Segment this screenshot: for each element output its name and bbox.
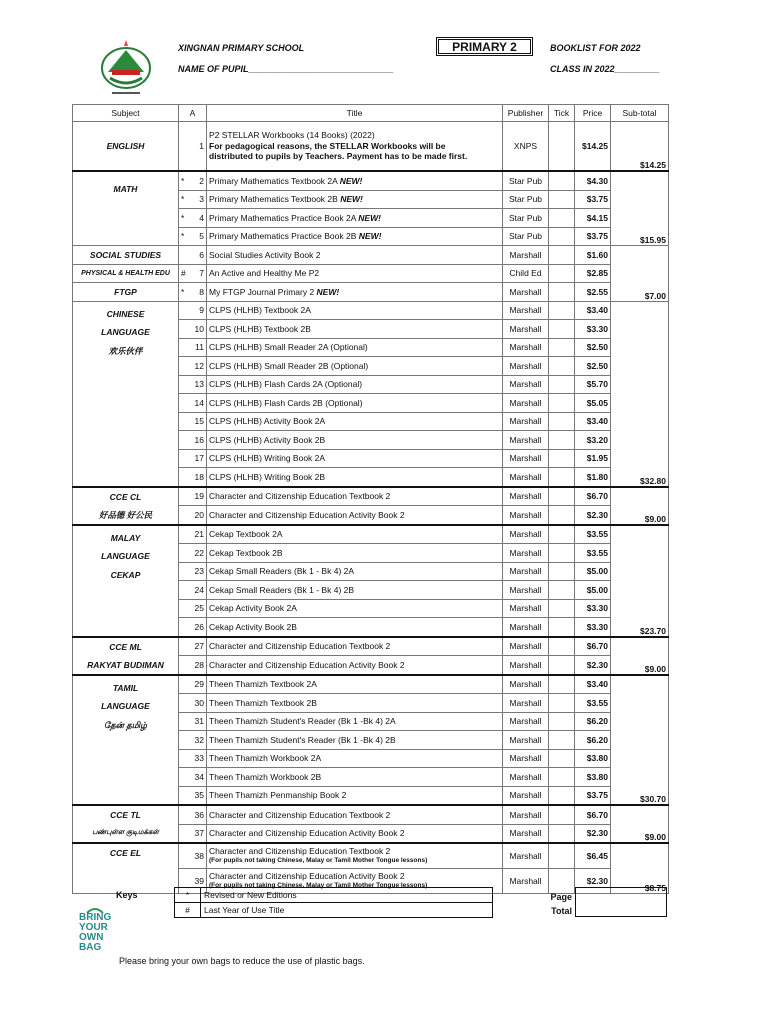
tick-checkbox[interactable] xyxy=(549,786,575,805)
table-row xyxy=(73,246,669,265)
tick-checkbox[interactable] xyxy=(549,394,575,413)
subject-cell: MALAY LANGUAGE CEKAP xyxy=(73,525,179,637)
title-cell: Character and Citizenship Education Textbook 2 xyxy=(207,637,503,656)
price-cell: $3.30 xyxy=(575,618,611,637)
item-number: 11 xyxy=(179,338,207,357)
item-number: * 2 xyxy=(179,171,207,190)
item-number: 15 xyxy=(179,412,207,431)
price-cell: $3.75 xyxy=(575,190,611,209)
price-cell: $3.75 xyxy=(575,786,611,805)
price-cell: $3.55 xyxy=(575,544,611,563)
item-number: 27 xyxy=(179,637,207,656)
publisher-cell: Marshall xyxy=(503,805,549,824)
tick-checkbox[interactable] xyxy=(549,338,575,357)
crest-icon xyxy=(98,38,154,100)
price-cell: $5.05 xyxy=(575,394,611,413)
subtotal-cell: $9.00 xyxy=(611,637,669,675)
title-cell: CLPS (HLHB) Textbook 2B xyxy=(207,320,503,339)
publisher-cell: Marshall xyxy=(503,824,549,843)
title-cell: Character and Citizenship Education Textbook 2 xyxy=(207,487,503,506)
tick-checkbox[interactable] xyxy=(549,712,575,731)
publisher-cell: Star Pub xyxy=(503,190,549,209)
title-cell: CLPS (HLHB) Flash Cards 2A (Optional) xyxy=(207,375,503,394)
subject-cell: CCE ML RAKYAT BUDIMAN xyxy=(73,637,179,675)
tick-checkbox[interactable] xyxy=(549,824,575,843)
item-number: 6 xyxy=(179,246,207,265)
class-field[interactable]: CLASS IN 2022_________ xyxy=(550,64,660,74)
publisher-cell: Marshall xyxy=(503,375,549,394)
subtotal-cell: $30.70 xyxy=(611,675,669,806)
title-cell: CLPS (HLHB) Flash Cards 2B (Optional) xyxy=(207,394,503,413)
table-row xyxy=(73,525,669,544)
item-number: 39 xyxy=(179,869,207,894)
item-number: 17 xyxy=(179,449,207,468)
table-header-row xyxy=(73,105,669,122)
publisher-cell: Marshall xyxy=(503,768,549,787)
title-cell: Cekap Small Readers (Bk 1 - Bk 4) 2A xyxy=(207,562,503,581)
price-cell: $2.30 xyxy=(575,824,611,843)
page-total-label: Page Total xyxy=(550,892,572,916)
item-number: 37 xyxy=(179,824,207,843)
price-cell: $5.00 xyxy=(575,562,611,581)
title-cell: An Active and Healthy Me P2 xyxy=(207,264,503,283)
item-number: * 5 xyxy=(179,227,207,246)
subject-cell: CCE EL xyxy=(73,843,179,894)
title-cell: Character and Citizenship Education Activity Book 2 (For pupils not taking Chinese, Malay or Tamil Mother Tongue lessons) xyxy=(207,869,503,894)
tick-checkbox[interactable] xyxy=(549,375,575,394)
item-number: 1 xyxy=(179,122,207,172)
publisher-cell: Marshall xyxy=(503,506,549,525)
title-cell: Primary Mathematics Textbook 2A NEW! xyxy=(207,171,503,190)
title-cell: CLPS (HLHB) Small Reader 2A (Optional) xyxy=(207,338,503,357)
subject-cell: FTGP xyxy=(73,283,179,302)
subject-cell: ENGLISH xyxy=(73,122,179,172)
publisher-cell: Marshall xyxy=(503,694,549,713)
item-number: 35 xyxy=(179,786,207,805)
key-row xyxy=(175,888,493,903)
item-number: * 4 xyxy=(179,209,207,228)
table-row xyxy=(73,301,669,320)
publisher-cell: Marshall xyxy=(503,731,549,750)
subject-cell: SOCIAL STUDIES xyxy=(73,246,179,265)
publisher-cell: Marshall xyxy=(503,301,549,320)
price-cell: $3.75 xyxy=(575,227,611,246)
tick-checkbox[interactable] xyxy=(549,562,575,581)
title-cell: Cekap Activity Book 2A xyxy=(207,599,503,618)
key-symbol: # xyxy=(175,903,201,918)
tick-checkbox[interactable] xyxy=(549,637,575,656)
column-header: Title xyxy=(207,105,503,122)
tick-checkbox[interactable] xyxy=(549,246,575,265)
publisher-cell: Marshall xyxy=(503,283,549,302)
title-cell: Character and Citizenship Education Textbook 2 xyxy=(207,805,503,824)
item-number: * 3 xyxy=(179,190,207,209)
tick-checkbox[interactable] xyxy=(549,227,575,246)
publisher-cell: Child Ed xyxy=(503,264,549,283)
footer-note: Please bring your own bags to reduce the use of plastic bags. xyxy=(119,956,365,966)
price-cell: $4.15 xyxy=(575,209,611,228)
item-number: 29 xyxy=(179,675,207,694)
level-badge: PRIMARY 2 xyxy=(436,37,533,56)
title-cell: Character and Citizenship Education Activity Book 2 xyxy=(207,656,503,675)
tick-checkbox[interactable] xyxy=(549,264,575,283)
tick-checkbox[interactable] xyxy=(549,301,575,320)
publisher-cell: Marshall xyxy=(503,712,549,731)
column-header: Price xyxy=(575,105,611,122)
byob-line: BRING xyxy=(79,912,112,923)
item-number: 13 xyxy=(179,375,207,394)
price-cell: $2.50 xyxy=(575,357,611,376)
tick-checkbox[interactable] xyxy=(549,190,575,209)
byob-line: BAG xyxy=(79,942,102,953)
item-number: 26 xyxy=(179,618,207,637)
tick-checkbox[interactable] xyxy=(549,171,575,190)
price-cell: $6.45 xyxy=(575,843,611,869)
publisher-cell: Star Pub xyxy=(503,171,549,190)
subject-cell: CCE TL பண்புள்ள குடிமக்கள் xyxy=(73,805,179,843)
price-cell: $3.80 xyxy=(575,768,611,787)
price-cell: $3.40 xyxy=(575,301,611,320)
tick-checkbox[interactable] xyxy=(549,122,575,172)
pupil-name-field[interactable]: NAME OF PUPIL_____________________________ xyxy=(178,64,394,74)
publisher-cell: XNPS xyxy=(503,122,549,172)
tick-checkbox[interactable] xyxy=(549,487,575,506)
table-row xyxy=(73,283,669,302)
table-row xyxy=(73,675,669,694)
publisher-cell: Marshall xyxy=(503,618,549,637)
subtotal-cell: $14.25 xyxy=(611,122,669,172)
item-number: 24 xyxy=(179,581,207,600)
publisher-cell: Marshall xyxy=(503,449,549,468)
publisher-cell: Marshall xyxy=(503,656,549,675)
tick-checkbox[interactable] xyxy=(549,544,575,563)
publisher-cell: Star Pub xyxy=(503,227,549,246)
booklist-title: BOOKLIST FOR 2022 xyxy=(550,43,641,53)
item-number: 33 xyxy=(179,749,207,768)
price-cell: $2.50 xyxy=(575,338,611,357)
table-row xyxy=(73,805,669,824)
tick-checkbox[interactable] xyxy=(549,468,575,487)
price-cell: $6.70 xyxy=(575,637,611,656)
table-row xyxy=(73,487,669,506)
item-number: 38 xyxy=(179,843,207,869)
title-cell: Theen Thamizh Textbook 2A xyxy=(207,675,503,694)
column-header: Tick xyxy=(549,105,575,122)
price-cell: $3.20 xyxy=(575,431,611,450)
subject-cell: CHINESE LANGUAGE 欢乐伙伴 xyxy=(73,301,179,487)
tick-checkbox[interactable] xyxy=(549,506,575,525)
subtotal-cell: $9.00 xyxy=(611,805,669,843)
tick-checkbox[interactable] xyxy=(549,525,575,544)
title-cell: Theen Thamizh Textbook 2B xyxy=(207,694,503,713)
publisher-cell: Marshall xyxy=(503,599,549,618)
title-cell: Social Studies Activity Book 2 xyxy=(207,246,503,265)
price-cell: $2.30 xyxy=(575,869,611,894)
title-cell: Primary Mathematics Practice Book 2B NEW! xyxy=(207,227,503,246)
page-total-box[interactable] xyxy=(575,887,667,917)
item-number: 12 xyxy=(179,357,207,376)
item-number: 31 xyxy=(179,712,207,731)
title-cell: Primary Mathematics Textbook 2B NEW! xyxy=(207,190,503,209)
subtotal-cell: $15.95 xyxy=(611,171,669,246)
table-row xyxy=(73,171,669,190)
tick-checkbox[interactable] xyxy=(549,843,575,869)
title-cell: Theen Thamizh Student's Reader (Bk 1 -Bk 4) 2B xyxy=(207,731,503,750)
item-number: 22 xyxy=(179,544,207,563)
column-header: Sub-total xyxy=(611,105,669,122)
item-number: 32 xyxy=(179,731,207,750)
price-cell: $6.20 xyxy=(575,731,611,750)
publisher-cell: Marshall xyxy=(503,320,549,339)
item-number: 21 xyxy=(179,525,207,544)
column-header: Publisher xyxy=(503,105,549,122)
price-cell: $14.25 xyxy=(575,122,611,172)
school-name: XINGNAN PRIMARY SCHOOL xyxy=(178,43,305,53)
publisher-cell: Marshall xyxy=(503,786,549,805)
item-number: 10 xyxy=(179,320,207,339)
price-cell: $3.80 xyxy=(575,749,611,768)
price-cell: $6.70 xyxy=(575,805,611,824)
price-cell: $3.40 xyxy=(575,675,611,694)
item-number: 36 xyxy=(179,805,207,824)
price-cell: $2.85 xyxy=(575,264,611,283)
subtotal-cell: $32.80 xyxy=(611,301,669,487)
tick-checkbox[interactable] xyxy=(549,805,575,824)
price-cell: $1.80 xyxy=(575,468,611,487)
subject-cell: CCE CL 好品德 好公民 xyxy=(73,487,179,525)
publisher-cell: Marshall xyxy=(503,637,549,656)
tick-checkbox[interactable] xyxy=(549,357,575,376)
price-cell: $2.30 xyxy=(575,506,611,525)
price-cell: $3.30 xyxy=(575,599,611,618)
publisher-cell: Marshall xyxy=(503,431,549,450)
subject-cell: TAMIL LANGUAGE தேன் தமிழ் xyxy=(73,675,179,806)
price-cell: $3.40 xyxy=(575,412,611,431)
tick-checkbox[interactable] xyxy=(549,449,575,468)
byob-line: OWN xyxy=(79,932,104,943)
price-cell: $1.60 xyxy=(575,246,611,265)
title-cell: Theen Thamizh Workbook 2B xyxy=(207,768,503,787)
price-cell: $1.95 xyxy=(575,449,611,468)
table-row xyxy=(73,264,669,283)
column-header: Subject xyxy=(73,105,179,122)
tick-checkbox[interactable] xyxy=(549,768,575,787)
publisher-cell: Marshall xyxy=(503,394,549,413)
title-cell: Theen Thamizh Workbook 2A xyxy=(207,749,503,768)
booklist-table xyxy=(72,104,669,894)
title-cell: CLPS (HLHB) Writing Book 2B xyxy=(207,468,503,487)
publisher-cell: Marshall xyxy=(503,412,549,431)
title-cell: Theen Thamizh Student's Reader (Bk 1 -Bk 4) 2A xyxy=(207,712,503,731)
tick-checkbox[interactable] xyxy=(549,731,575,750)
publisher-cell: Marshall xyxy=(503,843,549,869)
item-number: 14 xyxy=(179,394,207,413)
publisher-cell: Marshall xyxy=(503,869,549,894)
item-number: 20 xyxy=(179,506,207,525)
item-number: # 7 xyxy=(179,264,207,283)
keys-table xyxy=(174,887,493,918)
publisher-cell: Marshall xyxy=(503,525,549,544)
title-cell: Primary Mathematics Practice Book 2A NEW! xyxy=(207,209,503,228)
publisher-cell: Marshall xyxy=(503,468,549,487)
subtotal-cell: $7.00 xyxy=(611,246,669,302)
title-cell: Character and Citizenship Education Activity Book 2 xyxy=(207,824,503,843)
price-cell: $3.55 xyxy=(575,525,611,544)
tick-checkbox[interactable] xyxy=(549,412,575,431)
item-number: 34 xyxy=(179,768,207,787)
price-cell: $3.30 xyxy=(575,320,611,339)
publisher-cell: Marshall xyxy=(503,675,549,694)
key-text: Revised or New Editions xyxy=(201,888,493,903)
item-number: 28 xyxy=(179,656,207,675)
title-cell: Cekap Activity Book 2B xyxy=(207,618,503,637)
item-number: 9 xyxy=(179,301,207,320)
price-cell: $2.55 xyxy=(575,283,611,302)
price-cell: $6.20 xyxy=(575,712,611,731)
publisher-cell: Marshall xyxy=(503,562,549,581)
byob-line: YOUR xyxy=(79,922,108,933)
publisher-cell: Marshall xyxy=(503,581,549,600)
table-row xyxy=(73,637,669,656)
publisher-cell: Marshall xyxy=(503,357,549,376)
key-text: Last Year of Use Title xyxy=(201,903,493,918)
title-cell: My FTGP Journal Primary 2 NEW! xyxy=(207,283,503,302)
price-cell: $5.00 xyxy=(575,581,611,600)
tick-checkbox[interactable] xyxy=(549,431,575,450)
title-cell: CLPS (HLHB) Textbook 2A xyxy=(207,301,503,320)
subject-cell: MATH xyxy=(73,171,179,246)
title-cell: Cekap Textbook 2B xyxy=(207,544,503,563)
table-row xyxy=(73,843,669,869)
tick-checkbox[interactable] xyxy=(549,209,575,228)
tick-checkbox[interactable] xyxy=(549,694,575,713)
title-cell: Cekap Small Readers (Bk 1 - Bk 4) 2B xyxy=(207,581,503,600)
tick-checkbox[interactable] xyxy=(549,320,575,339)
tick-checkbox[interactable] xyxy=(549,749,575,768)
item-number: 16 xyxy=(179,431,207,450)
title-cell: P2 STELLAR Workbooks (14 Books) (2022) For pedagogical reasons, the STELLAR Workbooks will be distributed to pupils by Teachers. Payment has to be made first. xyxy=(207,122,503,172)
school-crest-logo xyxy=(98,38,154,100)
price-cell: $2.30 xyxy=(575,656,611,675)
item-number: 18 xyxy=(179,468,207,487)
title-cell: CLPS (HLHB) Small Reader 2B (Optional) xyxy=(207,357,503,376)
publisher-cell: Marshall xyxy=(503,338,549,357)
key-row xyxy=(175,903,493,918)
table-row xyxy=(73,122,669,172)
price-cell: $5.70 xyxy=(575,375,611,394)
subtotal-cell: $23.70 xyxy=(611,525,669,637)
title-cell: CLPS (HLHB) Activity Book 2B xyxy=(207,431,503,450)
column-header: A xyxy=(179,105,207,122)
item-number: 19 xyxy=(179,487,207,506)
tick-checkbox[interactable] xyxy=(549,618,575,637)
title-cell: Character and Citizenship Education Textbook 2 (For pupils not taking Chinese, Malay or Tamil Mother Tongue lessons) xyxy=(207,843,503,869)
subtotal-cell: $8.75 xyxy=(611,843,669,894)
title-cell: CLPS (HLHB) Activity Book 2A xyxy=(207,412,503,431)
subtotal-cell: $9.00 xyxy=(611,487,669,525)
publisher-cell: Marshall xyxy=(503,246,549,265)
byob-logo xyxy=(77,907,113,965)
publisher-cell: Marshall xyxy=(503,544,549,563)
tick-checkbox[interactable] xyxy=(549,599,575,618)
item-number: * 8 xyxy=(179,283,207,302)
tick-checkbox[interactable] xyxy=(549,581,575,600)
keys-label: Keys xyxy=(116,890,138,900)
publisher-cell: Marshall xyxy=(503,749,549,768)
price-cell: $6.70 xyxy=(575,487,611,506)
price-cell: $3.55 xyxy=(575,694,611,713)
tick-checkbox[interactable] xyxy=(549,675,575,694)
title-cell: Character and Citizenship Education Activity Book 2 xyxy=(207,506,503,525)
tick-checkbox[interactable] xyxy=(549,656,575,675)
title-cell: CLPS (HLHB) Writing Book 2A xyxy=(207,449,503,468)
item-number: 25 xyxy=(179,599,207,618)
publisher-cell: Marshall xyxy=(503,487,549,506)
item-number: 30 xyxy=(179,694,207,713)
publisher-cell: Star Pub xyxy=(503,209,549,228)
price-cell: $4.30 xyxy=(575,171,611,190)
key-symbol: * xyxy=(175,888,201,903)
tick-checkbox[interactable] xyxy=(549,283,575,302)
item-number: 23 xyxy=(179,562,207,581)
title-cell: Theen Thamizh Penmanship Book 2 xyxy=(207,786,503,805)
subject-cell: PHYSICAL & HEALTH EDU xyxy=(73,264,179,283)
title-cell: Cekap Textbook 2A xyxy=(207,525,503,544)
